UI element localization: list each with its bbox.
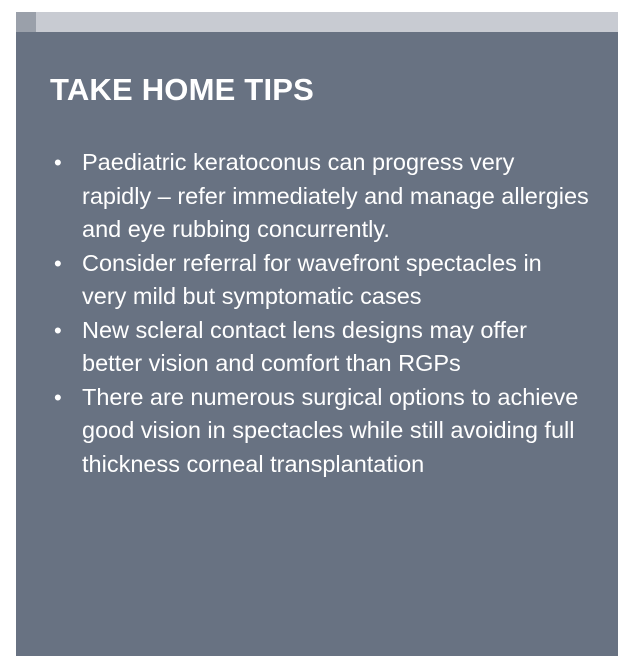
bullet-icon: • — [54, 250, 62, 276]
tip-text: There are numerous surgical options to achieve good vision in spectacles while still avoiding full thickness corneal transplantation — [82, 383, 579, 477]
tip-item — [50, 314, 590, 381]
tip-text: New scleral contact lens designs may offer better vision and comfort than RGPs — [82, 316, 527, 376]
tip-text: Paediatric keratoconus can progress very rapidly – refer immediately and manage allergies and eye rubbing concurrently. — [82, 149, 589, 242]
panel-title: TAKE HOME TIPS — [50, 72, 315, 107]
bullet-icon: • — [54, 384, 62, 410]
tips-list — [50, 146, 590, 481]
take-home-tips-panel — [16, 12, 618, 656]
tip-item — [50, 247, 590, 314]
panel-header-bar — [16, 12, 618, 32]
tip-item — [50, 146, 590, 247]
header-accent-square — [16, 12, 36, 32]
tip-text: Consider referral for wavefront spectacles in very mild but symptomatic cases — [82, 249, 542, 309]
tip-item — [50, 381, 590, 482]
bullet-icon: • — [54, 317, 62, 343]
bullet-icon: • — [54, 150, 62, 175]
